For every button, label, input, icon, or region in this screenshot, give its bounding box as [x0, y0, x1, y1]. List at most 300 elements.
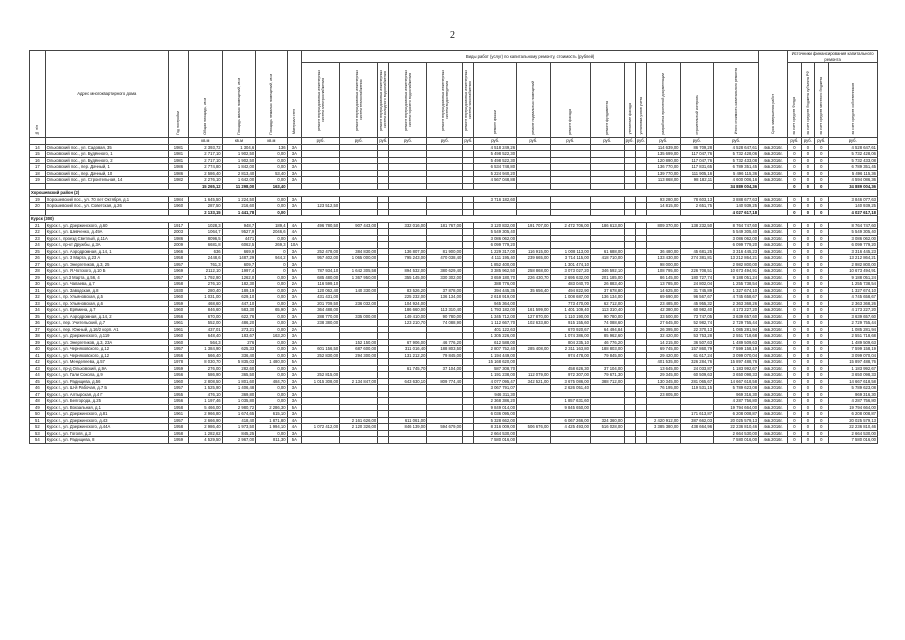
address-cell: Курск г., ул. Белгорода, д.25 — [45, 398, 168, 405]
table-cell: 4 077 095,47 — [474, 378, 517, 385]
address-cell: Курск г., проезд Светлый, д.11А — [45, 235, 168, 242]
address-cell: Курск г., ул. Энергетиков, д.3, 23А — [45, 339, 168, 346]
table-cell: 335 000,00 — [340, 313, 378, 320]
table-cell: 1 065 000,00 — [340, 255, 378, 262]
table-cell: 4кв.2016г. — [759, 287, 788, 294]
table-cell — [463, 437, 474, 444]
table-cell: 117 831,65 — [680, 164, 714, 171]
table-cell: 0 — [788, 411, 801, 418]
table-cell: 44 — [30, 372, 46, 379]
table-cell: 1 305 226,00 — [474, 333, 517, 340]
table-cell: 0 — [815, 274, 828, 281]
table-cell: 133 430,00 — [646, 255, 680, 262]
table-cell: 4 287 756,80 — [714, 398, 759, 405]
unit-cell: кв.м — [189, 138, 223, 145]
address-cell: Курск г., пр-кт Дружбы, д.3А — [45, 242, 168, 249]
table-cell: 0,00 — [256, 346, 287, 353]
table-cell: 188 803,50 — [427, 346, 463, 353]
table-cell: 809 370,00 — [646, 222, 680, 229]
table-cell: 26 — [30, 255, 46, 262]
table-cell: 0 — [801, 352, 814, 359]
table-cell: 0 — [788, 326, 801, 333]
table-cell: 0 — [788, 307, 801, 314]
table-cell: 0 — [815, 437, 828, 444]
table-cell: 4кв.2016г. — [759, 255, 788, 262]
table-cell: 0 — [788, 222, 801, 229]
table-cell: 2 807 752,40 — [474, 346, 517, 353]
table-cell: 0 — [801, 287, 814, 294]
table-cell: 4кв.2016г. — [759, 268, 788, 275]
table-cell: 5 732 433,08 — [828, 157, 877, 164]
table-cell: 1 183 992,67 — [828, 365, 877, 372]
table-cell: 35 — [30, 313, 46, 320]
table-cell: 3 316 445,23 — [714, 248, 759, 255]
table-cell: 287,50 — [189, 203, 223, 210]
table-cell: 4 287 756,80 — [828, 398, 877, 405]
table-cell: 401 122,63 — [474, 326, 517, 333]
header-work-type: ремонт внутридомовых инженерных систем холодного водоснабжения — [378, 63, 389, 138]
header-no: № п/п — [30, 51, 46, 138]
table-cell: 0 — [801, 333, 814, 340]
table-cell: 38 — [30, 333, 46, 340]
table-cell: 0 — [815, 424, 828, 431]
table-cell: 4 173 227,20 — [828, 307, 877, 314]
table-cell: 24 — [30, 242, 46, 249]
table-cell: 3А — [287, 300, 302, 307]
table-cell: 81 900,00 — [427, 248, 463, 255]
table-cell: 0 — [801, 339, 814, 346]
table-cell: 787 934,10 — [302, 268, 340, 275]
table-cell: 116 915,00 — [517, 248, 551, 255]
table-cell: 4кв.2016г. — [759, 242, 788, 249]
table-cell: 0 — [256, 268, 287, 275]
table-cell: 388 712,00 — [590, 378, 624, 385]
table-cell: 476,10 — [189, 391, 223, 398]
header-work-type: строительный контроль — [680, 63, 714, 138]
table-cell: 0 — [815, 411, 828, 418]
table-cell: 0 — [801, 313, 814, 320]
table-cell: 201 185,00 — [590, 274, 624, 281]
table-cell: 4 425 493,00 — [550, 424, 590, 431]
table-cell: 0 — [801, 365, 814, 372]
unit-cell: руб. — [636, 138, 645, 143]
table-cell: 8096,5 — [189, 235, 223, 242]
address-cell: Курск г., ул. Заводская, д.8 — [45, 287, 168, 294]
table-cell — [635, 437, 646, 444]
table-cell: 4кв.2016г. — [759, 157, 788, 164]
table-cell: 5 498 522,30 — [474, 151, 517, 158]
table-cell: 5А — [287, 437, 302, 444]
table-cell: 4 528 647,61 — [828, 144, 877, 151]
table-cell: 4кв.2016г. — [759, 430, 788, 437]
table-cell: 0 — [815, 365, 828, 372]
header-financing-source: за счет средств бюджета субъекта РФ — [801, 63, 814, 138]
table-cell: 14 — [30, 144, 46, 151]
table-cell: 2448,6 — [189, 255, 223, 262]
table-cell: 32 — [30, 294, 46, 301]
table-cell: 1 801,60 — [222, 378, 256, 385]
table-cell: 8 764 747,60 — [714, 222, 759, 229]
capital-repair-table — [29, 50, 878, 444]
table-cell: 46 776,20 — [590, 339, 624, 346]
table-cell: 1961 — [168, 326, 188, 333]
table-cell: 1930 — [168, 287, 188, 294]
table-cell: 4 567 048,88 — [474, 177, 517, 184]
table-cell: 4 745 658,67 — [828, 294, 877, 301]
table-cell: 1986 — [168, 164, 188, 171]
table-cell: 34 — [30, 307, 46, 314]
table-cell: 0,00 — [256, 313, 287, 320]
table-cell: 2 717,10 — [189, 151, 223, 158]
table-cell: 0 — [801, 372, 814, 379]
table-cell: 2 472 706,00 — [550, 222, 590, 229]
table-cell: 49 — [30, 404, 46, 411]
table-cell: 0,00 — [256, 203, 287, 210]
table-cell: 0 — [801, 294, 814, 301]
table-cell: 29 — [30, 274, 46, 281]
table-cell: 152 150,00 — [340, 339, 378, 346]
table-cell: 346 592,10 — [590, 268, 624, 275]
unit-cell: руб. — [625, 138, 634, 143]
table-cell: 4 529,50 — [189, 437, 223, 444]
table-cell: 5 498 522,30 — [474, 157, 517, 164]
table-cell: 1 183 992,67 — [714, 365, 759, 372]
header-work-type: ремонт внутридомовых инженерных систем газоснабжения — [463, 63, 474, 138]
table-cell: 0 — [788, 320, 801, 327]
table-cell: 1958 — [168, 424, 188, 431]
table-cell: 54 — [30, 437, 46, 444]
table-cell: 0 — [815, 209, 828, 216]
table-cell: 4 027 617,18 — [828, 209, 877, 216]
table-cell: 51 — [30, 417, 46, 424]
table-cell: 1 792,90 — [189, 274, 223, 281]
table-cell: 0 — [788, 398, 801, 405]
table-cell: 0 — [788, 346, 801, 353]
unit-cell: руб. — [550, 138, 590, 145]
header-address: Адрес многоквартирного дома — [45, 51, 168, 138]
table-cell: 0 — [788, 378, 801, 385]
unit-cell: руб. — [517, 138, 551, 145]
table-cell: 1 642,00 — [222, 177, 256, 184]
table-cell: 3 639 657,60 — [714, 313, 759, 320]
table-cell: 5 549 305,40 — [474, 229, 517, 236]
table-cell: 0 — [815, 229, 828, 236]
table-cell: 3 385 962,50 — [474, 268, 517, 275]
table-cell: 50 — [30, 411, 46, 418]
table-cell: 136 770,00 — [646, 164, 680, 171]
table-cell: 163,40 — [256, 183, 287, 190]
table-cell: 10А — [287, 242, 302, 249]
table-cell: 14 667 618,58 — [828, 378, 877, 385]
table-cell: 4кв.2016г. — [759, 144, 788, 151]
header-work-type: ремонт фасада — [550, 63, 590, 138]
table-cell: 2 393,72 — [189, 144, 223, 151]
table-cell: 0 — [788, 385, 801, 392]
table-cell: 1 112 667,70 — [474, 320, 517, 327]
table-cell: 4кв.2016г. — [759, 170, 788, 177]
table-cell: 1262,0 — [222, 274, 256, 281]
table-cell: 281 065,67 — [680, 378, 714, 385]
table-cell: 401 535,00 — [646, 359, 680, 366]
table-cell: 4кв.2016г. — [759, 300, 788, 307]
table-cell: 311 016,40 — [389, 346, 427, 353]
table-cell: 394 445,35 — [474, 287, 517, 294]
table-cell: 52 982,74 — [680, 320, 714, 327]
table-cell: 69 745,00 — [646, 346, 680, 353]
table-cell: 6 208 008,87 — [828, 411, 877, 418]
table-cell: 1 304,6 — [222, 144, 256, 151]
table-cell: 0 — [815, 268, 828, 275]
table-cell: 98 182,11 — [680, 177, 714, 184]
table-cell: 41 — [30, 352, 46, 359]
table-cell: 587 308,70 — [474, 365, 517, 372]
table-cell: 438 664,96 — [680, 424, 714, 431]
table-cell: 4кв.2016г. — [759, 417, 788, 424]
table-cell: 0 — [788, 437, 801, 444]
unit-cell: руб. — [302, 138, 340, 145]
table-cell: 2А — [287, 326, 302, 333]
table-cell: 5 835,03 — [222, 359, 256, 366]
table-cell: 4А — [287, 229, 302, 236]
table-cell: 1982 — [168, 177, 188, 184]
table-cell: 369,80 — [222, 391, 256, 398]
table-cell: 431 431,00 — [302, 294, 340, 301]
table-cell: 2А — [287, 287, 302, 294]
table-cell: 6 208 008,87 — [714, 411, 759, 418]
table-cell: 0 — [788, 170, 801, 177]
table-cell: 380 629,40 — [427, 268, 463, 275]
table-cell: 5А — [287, 404, 302, 411]
table-cell: 2 729 755,44 — [714, 320, 759, 327]
table-cell: 79 845,00 — [590, 352, 624, 359]
table-cell: 4кв.2016г. — [759, 281, 788, 288]
header-year: Год постройки — [168, 51, 188, 138]
table-cell: 1 994,10 — [256, 424, 287, 431]
table-cell: 3 099 070,04 — [714, 352, 759, 359]
table-cell: 1 224,50 — [222, 196, 256, 203]
table-cell: 1 793 182,00 — [474, 307, 517, 314]
table-cell: 948,7 — [222, 222, 256, 229]
table-cell: 0 — [801, 157, 814, 164]
table-cell: 6 036 095,00 — [474, 411, 517, 418]
table-cell: 615,10 — [256, 411, 287, 418]
table-cell: 9 849 014,00 — [474, 404, 517, 411]
table-cell: 1 480,00 — [256, 359, 287, 366]
table-cell: 846 139,00 — [389, 424, 427, 431]
table-cell: 0 — [788, 229, 801, 236]
table-cell: 1958 — [168, 281, 188, 288]
table-cell: 3 120 832,00 — [474, 222, 517, 229]
table-cell: 136 134,00 — [590, 294, 624, 301]
table-cell: 612 588,00 — [474, 339, 517, 346]
address-cell: Ольховский пос., пер. Дачный, 10 — [45, 170, 168, 177]
table-cell: 33 — [30, 300, 46, 307]
header-work-type: ремонт внутридомовых инженерных систем горячего водоснабжения — [389, 63, 427, 138]
table-cell: 139 770,00 — [646, 170, 680, 177]
table-cell: 4кв.2016г. — [759, 339, 788, 346]
table-cell: 131 212,20 — [389, 352, 427, 359]
table-cell: 61 617,24 — [680, 352, 714, 359]
table-cell: 28 — [30, 268, 46, 275]
table-cell: 108 795,00 — [646, 268, 680, 275]
table-cell: 26 395,00 — [646, 326, 680, 333]
table-cell: 3А — [287, 144, 302, 151]
table-cell: 1028,3 — [189, 222, 223, 229]
address-cell: Курск г., ул. Черняховского, д.12 — [45, 346, 168, 353]
table-cell: 2 551 718,68 — [828, 333, 877, 340]
table-cell: 1 074 386,00 — [550, 333, 590, 340]
table-cell: 20 025 579,13 — [714, 417, 759, 424]
table-cell: 1960 — [168, 203, 188, 210]
table-cell: 4кв.2016г. — [759, 437, 788, 444]
table-cell: 0 — [815, 391, 828, 398]
table-cell: 6 789 351,45 — [714, 164, 759, 171]
table-cell: 0 — [815, 313, 828, 320]
address-cell: Курск г., ул. Ш-й Рабочая, д.7 Б — [45, 385, 168, 392]
table-cell: 0 — [801, 242, 814, 249]
table-cell: 1 110 190,00 — [550, 313, 590, 320]
table-cell: 1 973,50 — [222, 424, 256, 431]
table-cell: 625,33 — [222, 346, 256, 353]
table-cell: 2 808,50 — [189, 378, 223, 385]
table-cell: 2 651,75 — [680, 203, 714, 210]
table-cell: 61 688,00 — [590, 248, 624, 255]
table-cell: 45 681,25 — [680, 248, 714, 255]
table-cell: 1 489 509,63 — [714, 339, 759, 346]
table-cell: 1969 — [168, 268, 188, 275]
table-cell: 336,40 — [222, 352, 256, 359]
table-cell: 180 727,74 — [680, 274, 714, 281]
table-cell: 183,67 — [222, 333, 256, 340]
table-cell: 494 822,90 — [550, 287, 590, 294]
table-cell: 0 — [788, 424, 801, 431]
table-cell: 1956 — [168, 398, 188, 405]
table-cell: 3А — [287, 339, 302, 346]
table-cell: 61 745,70 — [389, 365, 427, 372]
table-cell: 0 — [815, 144, 828, 151]
table-cell: 182,30 — [222, 281, 256, 288]
table-cell: 1957 — [168, 346, 188, 353]
table-cell: 46 — [30, 385, 46, 392]
table-cell: 2 774,80 — [189, 164, 223, 171]
table-cell: 18 — [30, 170, 46, 177]
table-cell: 2 551 718,68 — [714, 333, 759, 340]
table-cell: 123 512,50 — [302, 203, 340, 210]
table-cell: 22 370,13 — [680, 326, 714, 333]
table-cell: 138 232,50 — [680, 222, 714, 229]
address-cell: Хорошевский пос., ул. Советская, д.26 — [45, 203, 168, 210]
table-cell: 19 — [30, 177, 46, 184]
table-cell: 2 966,80 — [189, 411, 223, 418]
table-cell: 5 496 115,36 — [828, 170, 877, 177]
table-cell: 4кв.2016г. — [759, 352, 788, 359]
address-cell: Ольховский пос., пер. Дачный, 1 — [45, 164, 168, 171]
table-cell: 1959 — [168, 365, 188, 372]
table-cell: 0,00 — [256, 287, 287, 294]
table-cell: 22 236 810,46 — [828, 424, 877, 431]
table-cell: 4кв.2016г. — [759, 177, 788, 184]
table-cell: 79 845,00 — [427, 352, 463, 359]
table-cell: 0 — [788, 151, 801, 158]
table-cell: 384 830,00 — [340, 248, 378, 255]
table-cell: 2 729 755,44 — [828, 320, 877, 327]
table-cell: 1960 — [168, 339, 188, 346]
table-cell: 0 — [801, 203, 814, 210]
address-cell: Ольховский пос., ул. Строительная, 14 — [45, 177, 168, 184]
table-cell: 0 — [801, 411, 814, 418]
table-cell: 73 747,05 — [680, 313, 714, 320]
table-cell: 0 — [788, 359, 801, 366]
table-cell: 24 033,87 — [680, 365, 714, 372]
table-cell: 3 385 380,00 — [646, 424, 680, 431]
table-cell: 670,00 — [189, 313, 223, 320]
table-cell: 119 531,15 — [680, 385, 714, 392]
table-cell: 1959 — [168, 300, 188, 307]
table-cell: 669,9 — [222, 248, 256, 255]
table-cell: 5А — [287, 268, 302, 275]
table-cell: 191 707,00 — [517, 222, 551, 229]
table-cell: 330 302,00 — [427, 274, 463, 281]
table-cell: 0,00 — [256, 294, 287, 301]
table-cell: 0 — [815, 320, 828, 327]
table-cell: 2 363 368,26 — [714, 300, 759, 307]
table-cell: 3А — [287, 378, 302, 385]
table-cell: 14 215,00 — [646, 339, 680, 346]
table-cell: 0 — [788, 294, 801, 301]
table-cell: 0,00 — [256, 281, 287, 288]
address-cell: Курск г., ул. Аэродромная, д.14, 2 — [45, 313, 168, 320]
header-financing-source: за счет средств местного бюджета — [815, 63, 828, 138]
table-cell: 0 — [815, 203, 828, 210]
table-cell: 5 732 428,06 — [714, 151, 759, 158]
table-cell: 0 — [815, 177, 828, 184]
table-cell: 601 156,50 — [302, 346, 340, 353]
table-cell: 53 — [30, 430, 46, 437]
table-cell: 0,00 — [256, 274, 287, 281]
table-cell: 16 — [30, 157, 46, 164]
table-cell: 113 310,40 — [590, 307, 624, 314]
table-cell: 0 — [815, 183, 828, 190]
table-cell: 0 — [815, 378, 828, 385]
table-cell: 188 803,00 — [590, 346, 624, 353]
unit-cell: руб. — [815, 138, 828, 145]
table-cell: 1 327 674,10 — [828, 287, 877, 294]
table-cell: 2 980,72 — [222, 404, 256, 411]
table-cell: 2 134 847,00 — [340, 378, 378, 385]
table-cell: 0 — [801, 320, 814, 327]
table-cell: 157 860,79 — [680, 346, 714, 353]
table-cell: 46 776,20 — [427, 339, 463, 346]
table-cell: 1956 — [168, 313, 188, 320]
table-cell: 0 — [801, 144, 814, 151]
table-cell — [646, 437, 680, 444]
table-cell: 2003 — [168, 229, 188, 236]
table-cell: 648,40 — [189, 333, 223, 340]
table-cell: 1958 — [168, 255, 188, 262]
table-cell: 32 420,00 — [646, 333, 680, 340]
table-cell: 1 406,48 — [222, 385, 256, 392]
table-cell: 1 345 712,00 — [474, 313, 517, 320]
table-cell: 915 155,60 — [550, 320, 590, 327]
table-cell: 5 549 305,40 — [828, 229, 877, 236]
table-cell: 2 967,00 — [222, 437, 256, 444]
table-cell: 0 — [801, 391, 814, 398]
table-cell: 0 — [256, 261, 287, 268]
table-cell: 2 586,40 — [189, 170, 223, 177]
table-cell: 3А — [287, 307, 302, 314]
table-cell: 355 145,00 — [389, 274, 427, 281]
table-cell: 0 — [815, 235, 828, 242]
